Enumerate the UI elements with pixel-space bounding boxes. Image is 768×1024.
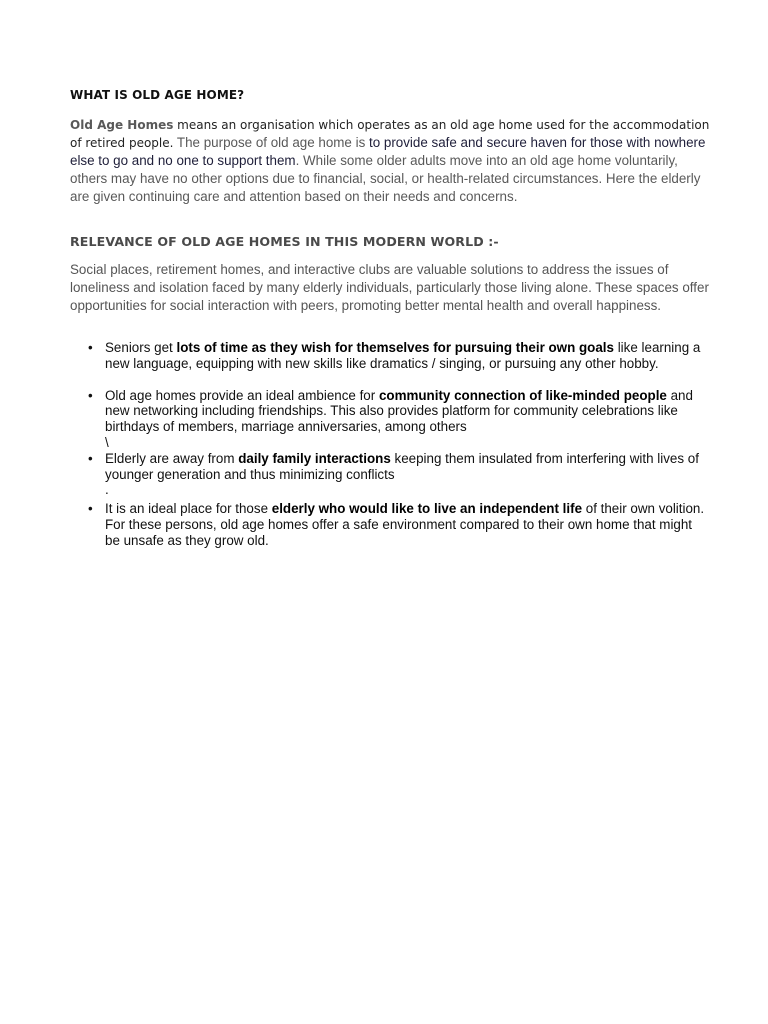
list-item <box>70 388 710 435</box>
bullet-icon: • <box>88 450 93 466</box>
bullet-icon: • <box>88 340 93 355</box>
purpose-highlight: to provide safe and secure haven for those with nowhere else to go and no one to support them <box>70 135 706 168</box>
bullet-text: Old age homes provide an ideal ambience for <box>105 387 379 403</box>
list-item <box>70 451 710 483</box>
bullet-bold: lots of time as they wish for themselves for pursuing their own goals <box>176 340 614 355</box>
bullet-icon: • <box>88 387 93 403</box>
bullet-bold: daily family interactions <box>238 450 391 466</box>
bullet-list <box>70 340 710 549</box>
term-bold: Old Age Homes <box>70 118 174 132</box>
bullet-text: Elderly are away from <box>105 450 239 466</box>
list-item <box>70 340 710 372</box>
bullet-text: It is an ideal place for those <box>105 501 272 517</box>
definition-paragraph <box>70 116 710 206</box>
section-heading-relevance: RELEVANCE OF OLD AGE HOMES IN THIS MODERN WORLD :- <box>70 234 499 249</box>
stray-backslash: \ <box>105 434 109 450</box>
stray-period: . <box>105 482 109 498</box>
relevance-paragraph: Social places, retirement homes, and interactive clubs are valuable solutions to address the issues of loneliness and isolation faced by many elderly individuals, particularly those living alone. These spaces offer opportunities for social interaction with peers, promoting better mental health and overall happiness. <box>70 262 709 313</box>
bullet-text: and new networking including friendships. This also provides platform for community celebrations like birthdays of members, marriage anniversaries, among others <box>105 387 693 435</box>
bullet-text: of their own volition. For these persons, old age homes offer a safe environment compared to their own home that might be unsafe as they grow old. <box>105 501 705 548</box>
bullet-text: keeping them insulated from interfering with lives of younger generation and thus minimizing conflicts <box>105 450 699 482</box>
list-item <box>70 501 710 548</box>
context-text: . While some older adults move into an old age home voluntarily, others may have no other options due to financial, social, or health-related circumstances. Here the elderly are given continuing care and attention based on their needs and concerns. <box>70 153 701 204</box>
purpose-text: The purpose of old age home is <box>173 135 369 150</box>
bullet-icon: • <box>88 501 93 517</box>
definition-text: means an organisation which operates as an old age home used for the accommodation of retired people. <box>70 118 710 150</box>
bullet-bold: community connection of like-minded people <box>378 387 667 403</box>
bullet-text: like learning a new language, equipping with new skills like dramatics / singing, or pursuing any other hobby. <box>105 340 701 371</box>
bullet-text: Seniors get <box>105 340 177 355</box>
bullet-bold: elderly who would like to live an independent life <box>271 501 583 517</box>
section-heading-what-is: WHAT IS OLD AGE HOME? <box>70 88 245 102</box>
